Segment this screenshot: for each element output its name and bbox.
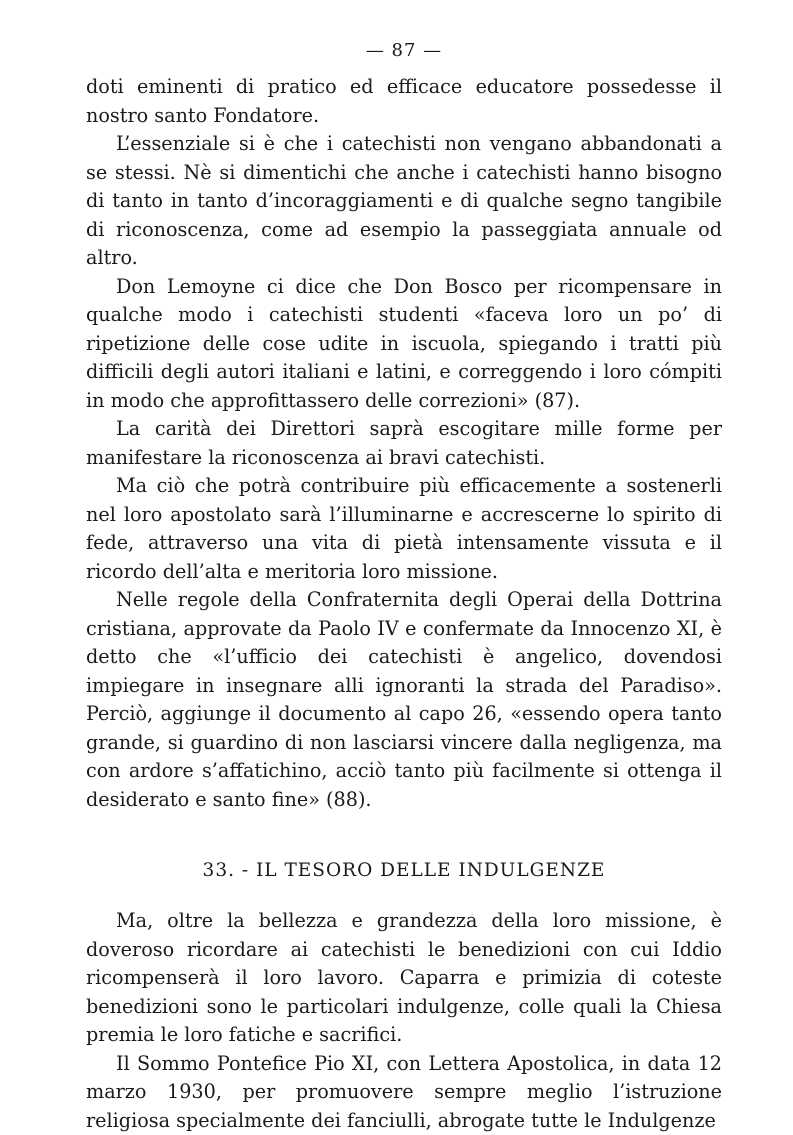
book-page	[86, 40, 722, 1135]
paragraph: Ma, oltre la bellezza e grandezza della loro missione, è doveroso ricordare ai catechisti le benedizioni con cui Iddio ricompenserà il loro lavoro. Caparra e primizia di coteste benedizioni sono le particolari indulgenze, colle quali la Chiesa premia le loro fatiche e sacrifici.	[86, 907, 722, 1050]
page-number: — 87 —	[86, 40, 722, 61]
paragraph: doti eminenti di pratico ed efficace educatore possedesse il nostro santo Fondatore.	[86, 73, 722, 130]
paragraph: L’essenziale si è che i catechisti non vengano abbandonati a se stessi. Nè si dimentichi che anche i catechisti hanno bisogno di tanto in tanto d’incoraggiamenti e di qualche segno tangibile di riconoscenza, come ad esempio la passeggiata annuale od altro.	[86, 130, 722, 273]
paragraph: Ma ciò che potrà contribuire più efficacemente a sostenerli nel loro apostolato sarà l’illuminarne e accrescerne lo spirito di fede, attraverso una vita di pietà intensamente vissuta e il ricordo dell’alta e meritoria loro missione.	[86, 472, 722, 586]
paragraph: Il Sommo Pontefice Pio XI, con Lettera Apostolica, in data 12 marzo 1930, per promuovere sempre meglio l’istruzione religiosa specialmente dei fanciulli, abrogate tutte le Indulgenze	[86, 1050, 722, 1135]
paragraph: Don Lemoyne ci dice che Don Bosco per ricompensare in qualche modo i catechisti studenti «faceva loro un po’ di ripetizione delle cose udite in iscuola, spiegando i tratti più difficili degli autori italiani e latini, e correggendo i loro cómpiti in modo che approfittassero delle correzioni» (87).	[86, 273, 722, 416]
text-block-before	[86, 73, 722, 814]
text-block-after	[86, 907, 722, 1135]
paragraph: Nelle regole della Confraternita degli Operai della Dottrina cristiana, approvate da Paolo IV e confermate da Innocenzo XI, è detto che «l’ufficio dei catechisti è angelico, dovendosi impiegare in insegnare alli ignoranti la strada del Paradiso». Perciò, aggiunge il documento al capo 26, «essendo opera tanto grande, si guardino di non lasciarsi vincere dalla negligenza, ma con ardore s’affatichino, acciò tanto più facilmente si ottenga il desiderato e santo fine» (88).	[86, 586, 722, 814]
section-heading: 33. - IL TESORO DELLE INDULGENZE	[86, 860, 722, 881]
paragraph: La carità dei Direttori saprà escogitare mille forme per manifestare la riconoscenza ai bravi catechisti.	[86, 415, 722, 472]
